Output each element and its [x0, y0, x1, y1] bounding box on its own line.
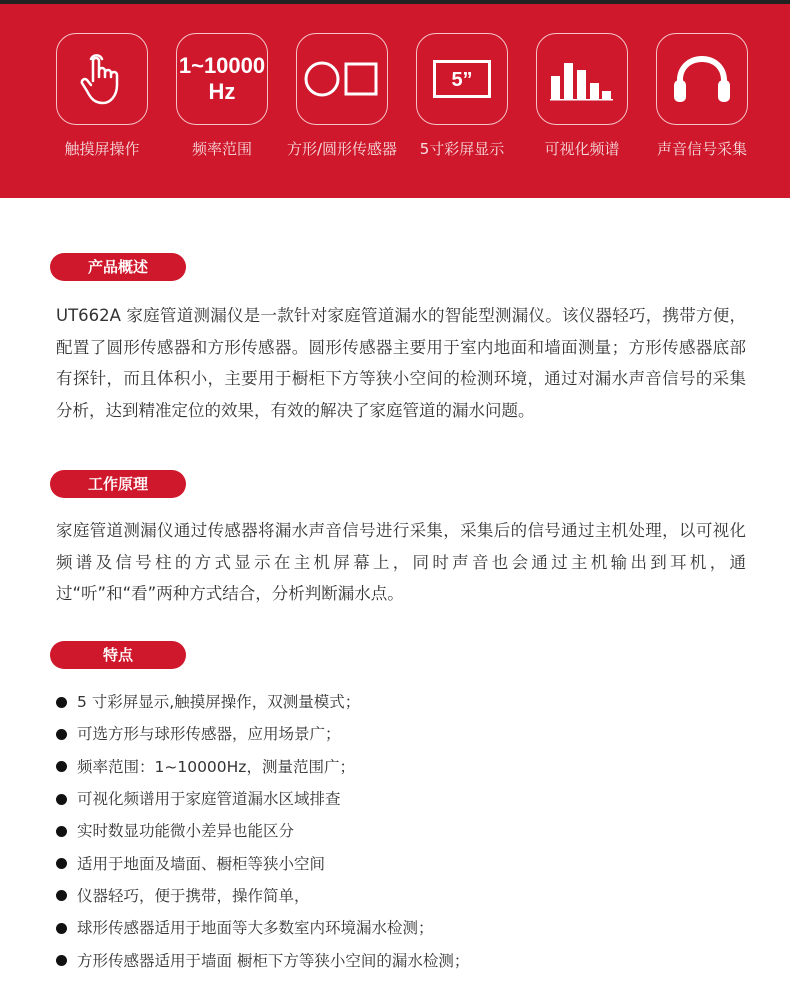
- list-item-text: 5 寸彩屏显示,触摸屏操作，双测量模式；: [77, 693, 361, 712]
- overview-text: UT662A 家庭管道测漏仪是一款针对家庭管道漏水的智能型测漏仪。该仪器轻巧，携带方便，配置了圆形传感器和方形传感器。圆形传感器主要用于室内地面和墙面测量；方形传感器底部有探针，而且体积小，主要用于橱柜下方等狭小空间的检测环境，通过对漏水声音信号的采集分析，达到精准定位的效果，有效的解决了家庭管道的漏水问题。: [56, 306, 746, 420]
- frequency-unit-text: Hz: [208, 79, 236, 104]
- bullet-icon: [56, 697, 67, 708]
- screen-5inch-icon: [416, 33, 508, 125]
- section-title-principle: 工作原理: [50, 470, 186, 498]
- bullet-icon: [56, 923, 67, 934]
- frequency-range-text: 1~10000: [178, 53, 266, 78]
- list-item-text: 球形传感器适用于地面等大多数室内环境漏水检测；: [77, 919, 434, 938]
- list-item-text: 可视化频谱用于家庭管道漏水区域排查: [77, 790, 341, 809]
- list-item: [56, 686, 469, 718]
- feature-spectrum: [522, 33, 642, 159]
- feature-label: 5寸彩屏显示: [419, 140, 505, 158]
- list-item-text: 方形传感器适用于墙面 橱柜下方等狭小空间的漏水检测；: [77, 951, 470, 970]
- bullet-icon: [56, 826, 67, 837]
- circle-square-icon: [296, 33, 388, 125]
- list-item: [56, 944, 469, 976]
- feature-label: 触摸屏操作: [64, 140, 140, 158]
- list-item-text: 频率范围：1~10000Hz，测量范围广；: [77, 757, 355, 776]
- headphones-icon: [656, 33, 748, 125]
- feature-frequency: [162, 33, 282, 159]
- bullet-icon: [56, 890, 67, 901]
- list-item: [56, 880, 469, 912]
- list-item-text: 仪器轻巧，便于携带，操作简单，: [77, 886, 310, 905]
- bullet-icon: [56, 955, 67, 966]
- frequency-text-icon: [176, 33, 268, 125]
- list-item: [56, 783, 469, 815]
- feature-label: 可视化频谱: [544, 140, 620, 158]
- principle-text: 家庭管道测漏仪通过传感器将漏水声音信号进行采集，采集后的信号通过主机处理，以可视化频谱及信号柱的方式显示在主机屏幕上，同时声音也会通过主机输出到耳机，通过“听”和“看”两种方式结合，分析判断漏水点。: [56, 521, 746, 603]
- bullet-icon: [56, 794, 67, 805]
- section-title-features: 特点: [50, 641, 186, 669]
- feature-label: 频率范围: [191, 140, 252, 158]
- feature-label: 声音信号采集: [656, 140, 747, 158]
- list-item-text: 实时数显功能微小差异也能区分: [77, 822, 295, 841]
- screen-size-text: 5”: [451, 69, 473, 91]
- list-item: [56, 751, 469, 783]
- list-item: [56, 718, 469, 750]
- list-item-text: 可选方形与球形传感器，应用场景广；: [77, 725, 341, 744]
- feature-touch: [42, 33, 162, 159]
- feature-screen: [402, 33, 522, 159]
- features-list: [56, 686, 469, 977]
- list-item: [56, 815, 469, 847]
- touch-hand-icon: [56, 33, 148, 125]
- list-item: [56, 912, 469, 944]
- bar-spectrum-icon: [536, 33, 628, 125]
- bullet-icon: [56, 858, 67, 869]
- section-title-overview: 产品概述: [50, 253, 186, 281]
- feature-sensors: [282, 33, 402, 159]
- list-item-text: 适用于地面及墙面、橱柜等狭小空间: [77, 854, 326, 873]
- bullet-icon: [56, 761, 67, 772]
- feature-label: 方形/圆形传感器: [286, 140, 398, 158]
- list-item: [56, 847, 469, 879]
- feature-audio: [642, 33, 762, 159]
- bullet-icon: [56, 729, 67, 740]
